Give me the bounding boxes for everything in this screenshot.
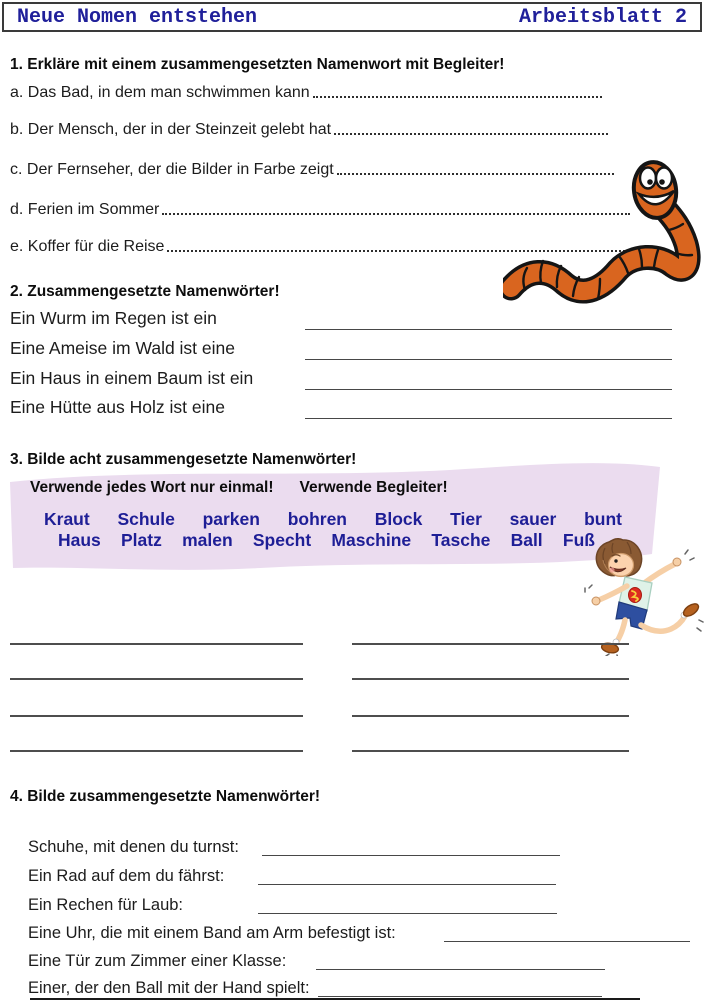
answer-line bbox=[352, 643, 629, 645]
exercise-1d-label: d. Ferien im Sommer bbox=[10, 201, 160, 218]
word-chip: parken bbox=[202, 509, 260, 529]
word-chip: bunt bbox=[584, 509, 622, 529]
word-chip: Maschine bbox=[331, 530, 412, 550]
answer-line bbox=[352, 750, 629, 752]
exercise-1c-label: c. Der Fernseher, der die Bilder in Farbe zeigt bbox=[10, 161, 334, 178]
running-boy-illustration bbox=[583, 538, 704, 656]
answer-line bbox=[318, 996, 602, 997]
word-chip: Tasche bbox=[431, 530, 491, 550]
answer-line bbox=[352, 715, 629, 717]
worm-illustration bbox=[503, 158, 704, 308]
word-chip: Haus bbox=[58, 530, 101, 550]
prompt-handballer: Einer, der den Ball mit der Hand spielt: bbox=[28, 979, 310, 997]
word-chip: Schule bbox=[117, 509, 175, 529]
word-chip: Ball bbox=[510, 530, 543, 550]
header-box bbox=[2, 2, 702, 32]
section-4-title: 4. Bilde zusammengesetzte Namenwörter! bbox=[10, 788, 321, 805]
prompt-turnschuhe: Schuhe, mit denen du turnst: bbox=[28, 838, 239, 856]
answer-line bbox=[305, 329, 672, 330]
dotted-answer-leader bbox=[313, 96, 602, 98]
worksheet-title: Neue Nomen entstehen bbox=[17, 5, 258, 29]
worm-eye-left bbox=[640, 168, 656, 189]
prompt-haus: Ein Haus in einem Baum ist ein bbox=[10, 368, 254, 388]
word-bank-instruction bbox=[30, 479, 448, 497]
prompt-wurm: Ein Wurm im Regen ist ein bbox=[10, 308, 217, 328]
answer-line bbox=[10, 750, 303, 752]
answer-line bbox=[10, 678, 303, 680]
word-chip: bohren bbox=[287, 509, 347, 529]
worksheet-sheet-number: Arbeitsblatt 2 bbox=[518, 5, 687, 29]
exercise-1e-label: e. Koffer für die Reise bbox=[10, 238, 165, 255]
word-chip: Fuß bbox=[562, 530, 595, 550]
word-chip: sauer bbox=[509, 509, 557, 529]
answer-line bbox=[316, 969, 605, 970]
exercise-1b-row bbox=[10, 121, 608, 139]
answer-line bbox=[444, 941, 690, 942]
prompt-klassentuer: Eine Tür zum Zimmer einer Klasse: bbox=[28, 952, 287, 970]
answer-line bbox=[258, 884, 556, 885]
answer-line bbox=[258, 913, 557, 914]
answer-line bbox=[305, 389, 672, 390]
worm-eye-right bbox=[656, 168, 672, 189]
word-chip: Specht bbox=[252, 530, 312, 550]
word-chip: malen bbox=[182, 530, 233, 550]
word-chip: Platz bbox=[121, 530, 162, 550]
instruction-use-once: Verwende jedes Wort nur einmal! bbox=[30, 479, 274, 496]
instruction-use-articles: Verwende Begleiter! bbox=[299, 479, 448, 496]
exercise-1a-label: a. Das Bad, in dem man schwimmen kann bbox=[10, 84, 310, 101]
prompt-fahrrad: Ein Rad auf dem du fährst: bbox=[28, 867, 225, 885]
section-2-title: 2. Zusammengesetzte Namenwörter! bbox=[10, 283, 280, 300]
prompt-ameise: Eine Ameise im Wald ist eine bbox=[10, 338, 235, 358]
section-3-title: 3. Bilde acht zusammengesetzte Namenwörter! bbox=[10, 451, 357, 468]
prompt-armbanduhr: Eine Uhr, die mit einem Band am Arm befestigt ist: bbox=[28, 924, 396, 942]
answer-line bbox=[352, 678, 629, 680]
answer-line bbox=[305, 418, 672, 419]
answer-line bbox=[10, 715, 303, 717]
exercise-1a-row bbox=[10, 84, 602, 102]
answer-line bbox=[305, 359, 672, 360]
prompt-huette: Eine Hütte aus Holz ist eine bbox=[10, 397, 225, 417]
word-chip: Kraut bbox=[44, 509, 90, 529]
exercise-1b-label: b. Der Mensch, der in der Steinzeit gelebt hat bbox=[10, 121, 332, 138]
dotted-answer-leader bbox=[334, 133, 608, 135]
word-chip: Block bbox=[374, 509, 423, 529]
word-bank-row-1 bbox=[44, 509, 622, 530]
section-1-title: 1. Erkläre mit einem zusammengesetzten Namenwort mit Begleiter! bbox=[10, 56, 505, 73]
word-bank-row-2 bbox=[58, 530, 595, 551]
worm-head bbox=[630, 159, 679, 220]
answer-line bbox=[262, 855, 560, 856]
prompt-laubrechen: Ein Rechen für Laub: bbox=[28, 896, 184, 914]
word-chip: Tier bbox=[450, 509, 482, 529]
answer-line bbox=[10, 643, 303, 645]
